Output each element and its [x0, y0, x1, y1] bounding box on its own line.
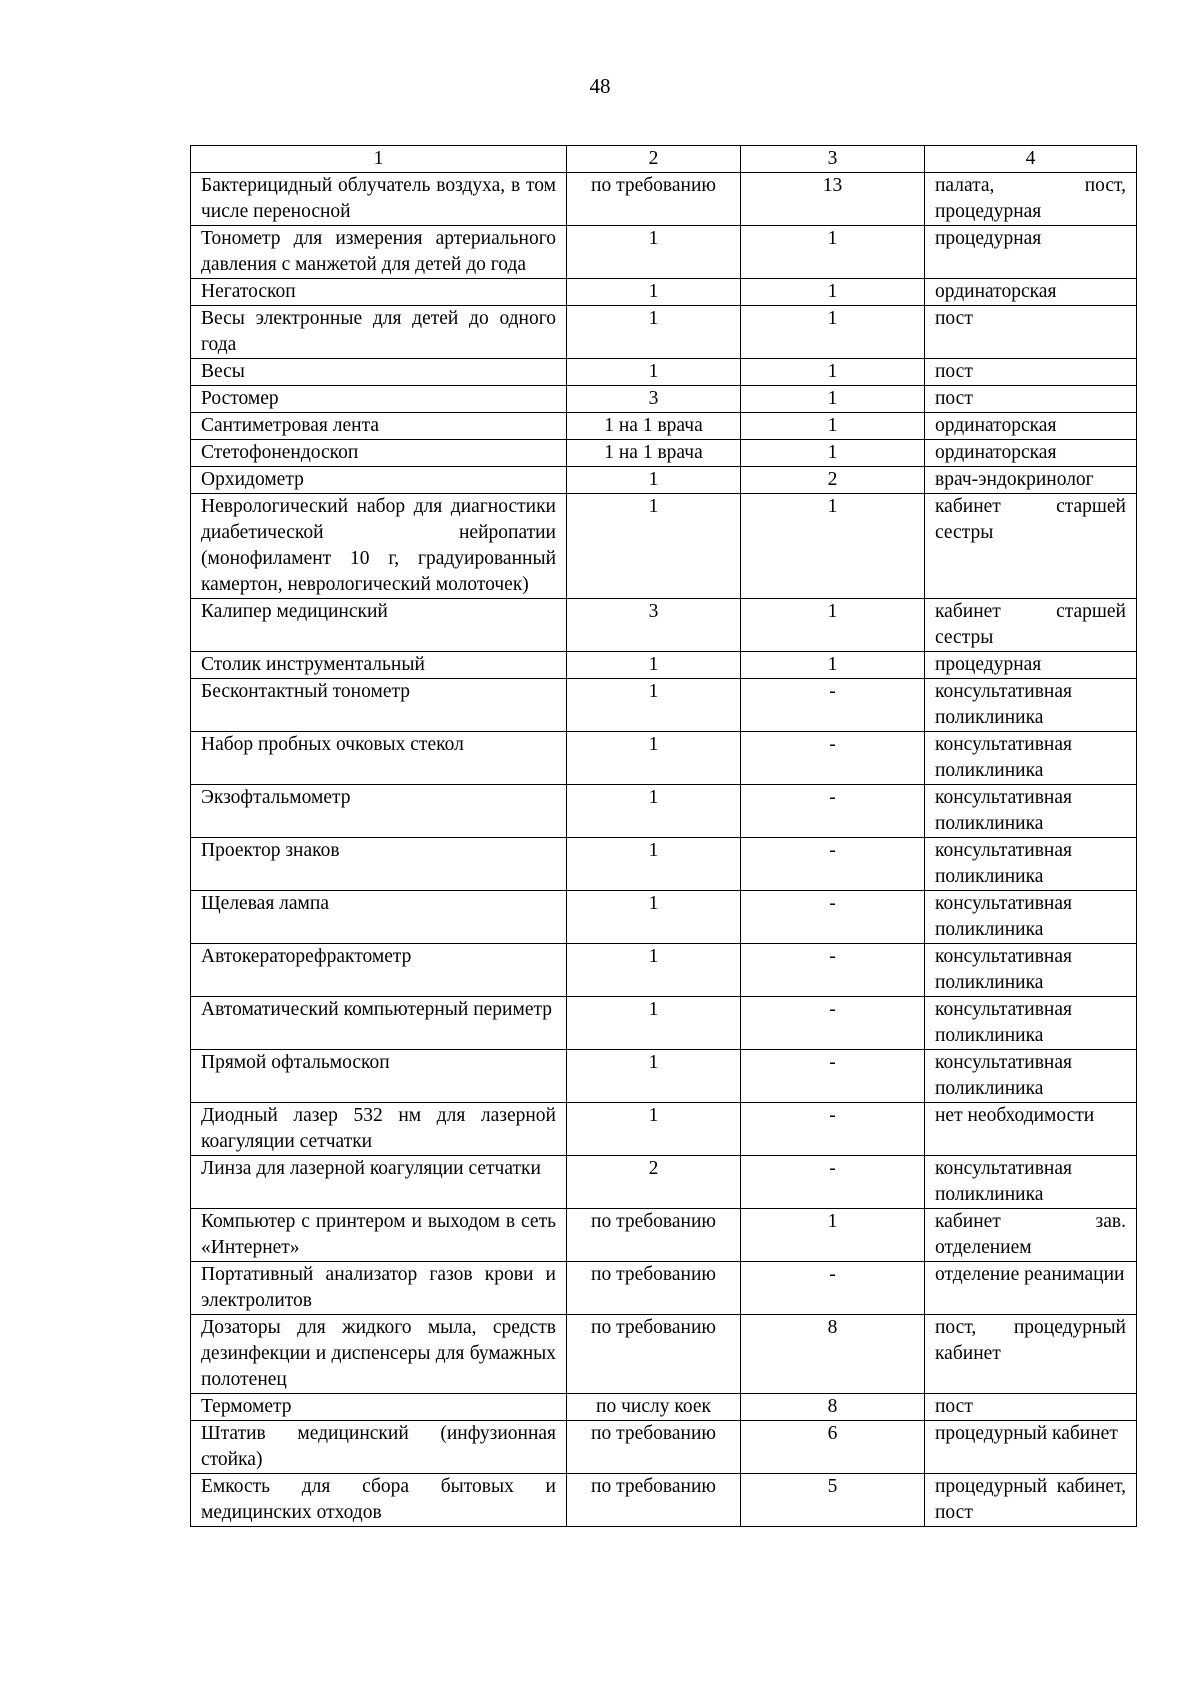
- count-cell: 8: [741, 1315, 925, 1394]
- table-row: [191, 1262, 1137, 1315]
- equipment-name-cell: Тонометр для измерения артериального давления с манжетой для детей до года: [191, 226, 567, 279]
- table-row: [191, 440, 1137, 467]
- location-cell: кабинет старшей сестры: [925, 599, 1137, 652]
- equipment-name-cell: Термометр: [191, 1394, 567, 1421]
- equipment-name-cell: Портативный анализатор газов крови и электролитов: [191, 1262, 567, 1315]
- location-cell: отделение реанимации: [925, 1262, 1137, 1315]
- quantity-cell: 1: [567, 652, 741, 679]
- location-cell: пост: [925, 386, 1137, 413]
- location-cell: консультативная поликлиника: [925, 785, 1137, 838]
- count-cell: -: [741, 1262, 925, 1315]
- quantity-cell: 1: [567, 279, 741, 306]
- table-row: [191, 1474, 1137, 1527]
- equipment-name-cell: Сантиметровая лента: [191, 413, 567, 440]
- equipment-name-cell: Весы электронные для детей до одного года: [191, 306, 567, 359]
- location-cell: консультативная поликлиника: [925, 732, 1137, 785]
- location-cell: консультативная поликлиника: [925, 1050, 1137, 1103]
- count-cell: 1: [741, 413, 925, 440]
- quantity-cell: по требованию: [567, 1262, 741, 1315]
- header-row: [191, 146, 1137, 173]
- quantity-cell: по требованию: [567, 1209, 741, 1262]
- count-cell: 5: [741, 1474, 925, 1527]
- quantity-cell: 2: [567, 1156, 741, 1209]
- location-cell: пост, процедурный кабинет: [925, 1315, 1137, 1394]
- quantity-cell: 1: [567, 838, 741, 891]
- count-cell: 1: [741, 440, 925, 467]
- table-row: [191, 306, 1137, 359]
- equipment-name-cell: Компьютер с принтером и выходом в сеть «Интернет»: [191, 1209, 567, 1262]
- count-cell: 1: [741, 226, 925, 279]
- column-header-3: 3: [741, 146, 925, 173]
- table-row: [191, 173, 1137, 226]
- location-cell: кабинет зав. отделением: [925, 1209, 1137, 1262]
- quantity-cell: 1: [567, 494, 741, 599]
- equipment-name-cell: Бактерицидный облучатель воздуха, в том числе переносной: [191, 173, 567, 226]
- table-row: [191, 467, 1137, 494]
- equipment-name-cell: Диодный лазер 532 нм для лазерной коагуляции сетчатки: [191, 1103, 567, 1156]
- quantity-cell: по числу коек: [567, 1394, 741, 1421]
- equipment-name-cell: Дозаторы для жидкого мыла, средств дезинфекции и диспенсеры для бумажных полотенец: [191, 1315, 567, 1394]
- location-cell: консультативная поликлиника: [925, 679, 1137, 732]
- table-row: [191, 652, 1137, 679]
- equipment-name-cell: Негатоскоп: [191, 279, 567, 306]
- quantity-cell: 1: [567, 944, 741, 997]
- quantity-cell: 3: [567, 599, 741, 652]
- count-cell: 1: [741, 652, 925, 679]
- location-cell: пост: [925, 359, 1137, 386]
- table-row: [191, 494, 1137, 599]
- table-row: [191, 679, 1137, 732]
- location-cell: консультативная поликлиника: [925, 944, 1137, 997]
- quantity-cell: 1: [567, 306, 741, 359]
- table-row: [191, 944, 1137, 997]
- count-cell: -: [741, 997, 925, 1050]
- quantity-cell: 1: [567, 891, 741, 944]
- quantity-cell: 1: [567, 1050, 741, 1103]
- equipment-table: [190, 145, 1137, 1527]
- count-cell: -: [741, 891, 925, 944]
- quantity-cell: 1: [567, 359, 741, 386]
- quantity-cell: по требованию: [567, 1474, 741, 1527]
- count-cell: -: [741, 1156, 925, 1209]
- quantity-cell: 1: [567, 732, 741, 785]
- quantity-cell: 1: [567, 679, 741, 732]
- column-header-4: 4: [925, 146, 1137, 173]
- location-cell: процедурный кабинет: [925, 1421, 1137, 1474]
- count-cell: -: [741, 732, 925, 785]
- location-cell: консультативная поликлиника: [925, 838, 1137, 891]
- table-row: [191, 1050, 1137, 1103]
- table-row: [191, 838, 1137, 891]
- table-row: [191, 891, 1137, 944]
- quantity-cell: 1: [567, 1103, 741, 1156]
- quantity-cell: 1: [567, 997, 741, 1050]
- table-body: [191, 173, 1137, 1527]
- location-cell: консультативная поликлиника: [925, 891, 1137, 944]
- page-number: 48: [589, 74, 611, 98]
- count-cell: 2: [741, 467, 925, 494]
- quantity-cell: по требованию: [567, 1315, 741, 1394]
- quantity-cell: 3: [567, 386, 741, 413]
- count-cell: 1: [741, 599, 925, 652]
- location-cell: консультативная поликлиника: [925, 997, 1137, 1050]
- table-row: [191, 1421, 1137, 1474]
- count-cell: 13: [741, 173, 925, 226]
- count-cell: -: [741, 785, 925, 838]
- table-row: [191, 279, 1137, 306]
- column-header-2: 2: [567, 146, 741, 173]
- table-row: [191, 599, 1137, 652]
- location-cell: палата, пост, процедурная: [925, 173, 1137, 226]
- table-row: [191, 1156, 1137, 1209]
- equipment-name-cell: Калипер медицинский: [191, 599, 567, 652]
- count-cell: 6: [741, 1421, 925, 1474]
- location-cell: процедурный кабинет, пост: [925, 1474, 1137, 1527]
- table-row: [191, 1103, 1137, 1156]
- column-header-1: 1: [191, 146, 567, 173]
- equipment-name-cell: Прямой офтальмоскоп: [191, 1050, 567, 1103]
- count-cell: 1: [741, 494, 925, 599]
- table-row: [191, 1315, 1137, 1394]
- location-cell: врач-эндокринолог: [925, 467, 1137, 494]
- equipment-name-cell: Бесконтактный тонометр: [191, 679, 567, 732]
- quantity-cell: 1: [567, 785, 741, 838]
- location-cell: ординаторская: [925, 413, 1137, 440]
- count-cell: -: [741, 944, 925, 997]
- table-row: [191, 997, 1137, 1050]
- location-cell: нет необходимости: [925, 1103, 1137, 1156]
- equipment-name-cell: Щелевая лампа: [191, 891, 567, 944]
- location-cell: пост: [925, 306, 1137, 359]
- equipment-name-cell: Автокераторефрактометр: [191, 944, 567, 997]
- equipment-name-cell: Линза для лазерной коагуляции сетчатки: [191, 1156, 567, 1209]
- equipment-name-cell: Стетофонендоскоп: [191, 440, 567, 467]
- count-cell: 8: [741, 1394, 925, 1421]
- count-cell: 1: [741, 279, 925, 306]
- count-cell: -: [741, 838, 925, 891]
- location-cell: пост: [925, 1394, 1137, 1421]
- location-cell: ординаторская: [925, 440, 1137, 467]
- location-cell: процедурная: [925, 226, 1137, 279]
- table-row: [191, 413, 1137, 440]
- table-row: [191, 386, 1137, 413]
- equipment-name-cell: Экзофтальмометр: [191, 785, 567, 838]
- equipment-name-cell: Автоматический компьютерный периметр: [191, 997, 567, 1050]
- table-row: [191, 359, 1137, 386]
- equipment-name-cell: Штатив медицинский (инфузионная стойка): [191, 1421, 567, 1474]
- location-cell: ординаторская: [925, 279, 1137, 306]
- equipment-name-cell: Столик инструментальный: [191, 652, 567, 679]
- quantity-cell: 1 на 1 врача: [567, 413, 741, 440]
- quantity-cell: 1: [567, 467, 741, 494]
- quantity-cell: по требованию: [567, 1421, 741, 1474]
- quantity-cell: по требованию: [567, 173, 741, 226]
- equipment-name-cell: Ростомер: [191, 386, 567, 413]
- equipment-name-cell: Проектор знаков: [191, 838, 567, 891]
- count-cell: 1: [741, 306, 925, 359]
- quantity-cell: 1 на 1 врача: [567, 440, 741, 467]
- count-cell: 1: [741, 1209, 925, 1262]
- location-cell: процедурная: [925, 652, 1137, 679]
- equipment-name-cell: Емкость для сбора бытовых и медицинских отходов: [191, 1474, 567, 1527]
- equipment-name-cell: Набор пробных очковых стекол: [191, 732, 567, 785]
- table-row: [191, 732, 1137, 785]
- equipment-name-cell: Неврологический набор для диагностики диабетической нейропатии (монофиламент 10 г, градуированный камертон, неврологический молоточек): [191, 494, 567, 599]
- count-cell: -: [741, 1103, 925, 1156]
- table-header: [191, 146, 1137, 173]
- count-cell: -: [741, 679, 925, 732]
- location-cell: кабинет старшей сестры: [925, 494, 1137, 599]
- table-row: [191, 1209, 1137, 1262]
- equipment-name-cell: Весы: [191, 359, 567, 386]
- table-row: [191, 226, 1137, 279]
- equipment-name-cell: Орхидометр: [191, 467, 567, 494]
- count-cell: 1: [741, 359, 925, 386]
- count-cell: -: [741, 1050, 925, 1103]
- location-cell: консультативная поликлиника: [925, 1156, 1137, 1209]
- table-row: [191, 785, 1137, 838]
- table-row: [191, 1394, 1137, 1421]
- quantity-cell: 1: [567, 226, 741, 279]
- count-cell: 1: [741, 386, 925, 413]
